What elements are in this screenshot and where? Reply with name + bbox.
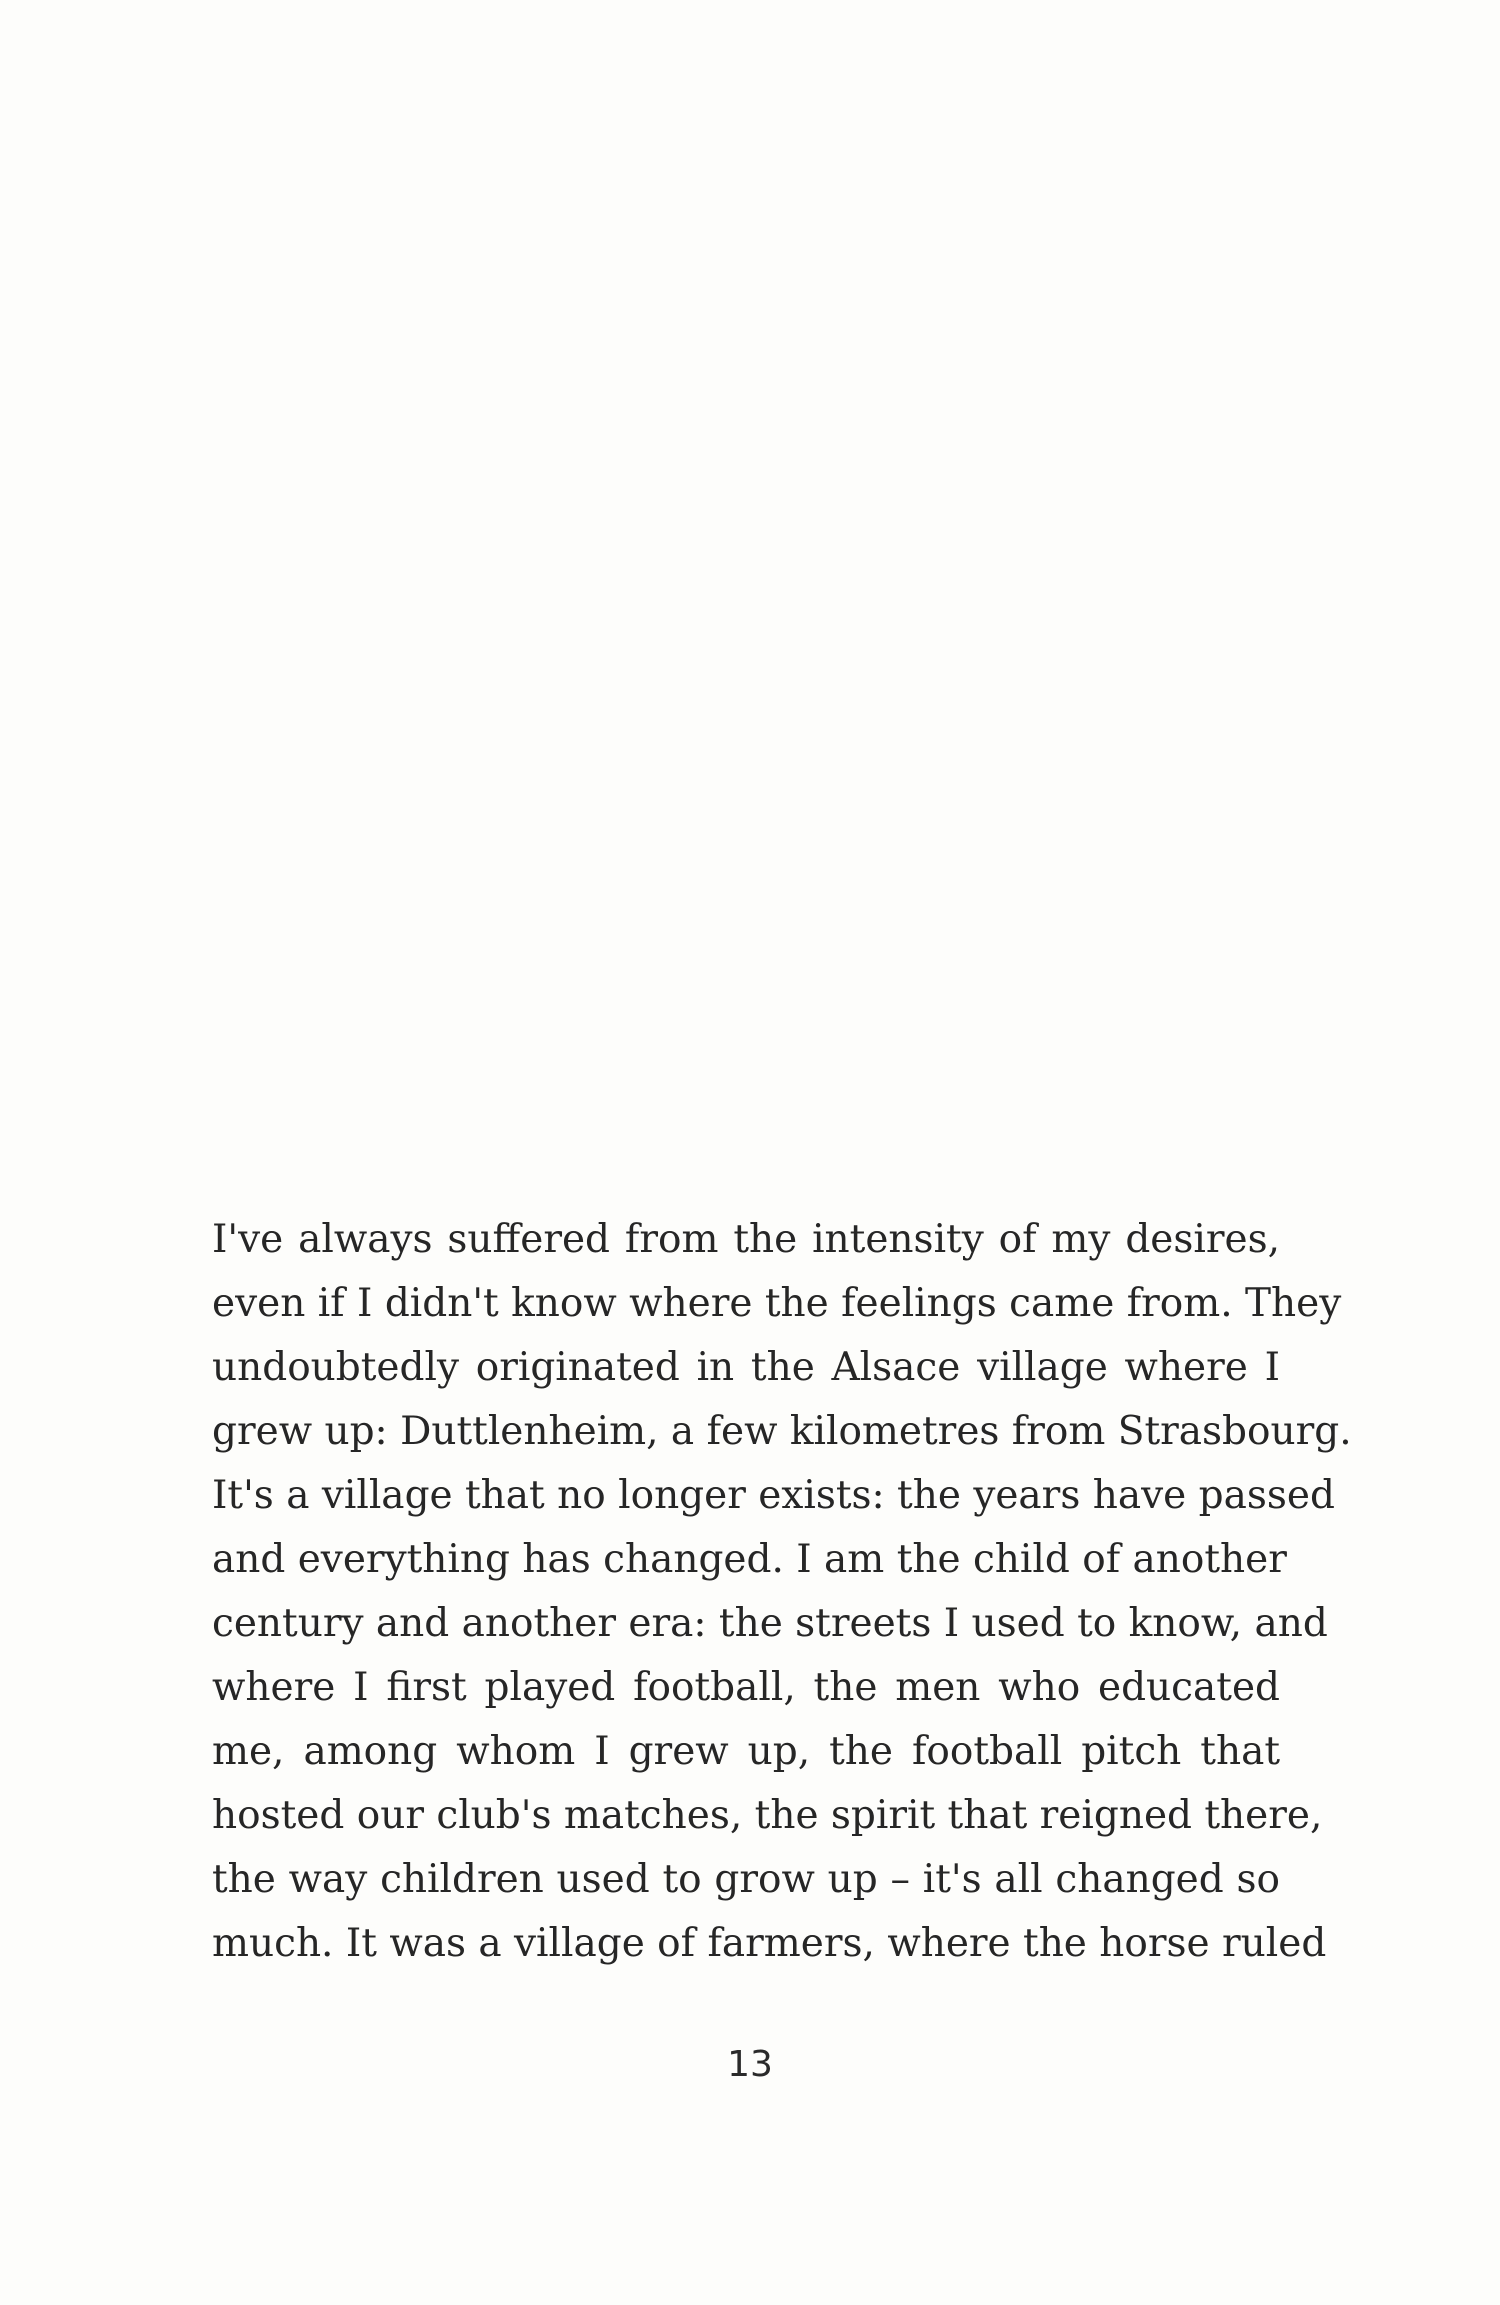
text-line: century and another era: the streets I used to know, and xyxy=(212,1601,1328,1646)
body-paragraph xyxy=(212,1208,1352,1976)
text-line: and everything has changed. I am the child of another xyxy=(212,1537,1287,1582)
text-line: grew up: Duttlenheim, a few kilometres from Strasbourg. xyxy=(212,1409,1352,1454)
text-line: I've always suffered from the intensity of my desires, xyxy=(212,1217,1280,1262)
text-line: the way children used to grow up – it's all changed so xyxy=(212,1857,1280,1902)
text-line: even if I didn't know where the feelings came from. They xyxy=(212,1281,1342,1326)
text-line: me, among whom I grew up, the football pitch that xyxy=(212,1729,1280,1774)
page-number: 13 xyxy=(727,2044,773,2085)
text-line: much. It was a village of farmers, where the horse ruled xyxy=(212,1921,1327,1966)
text-line: It's a village that no longer exists: the years have passed xyxy=(212,1473,1335,1518)
text-line: where I first played football, the men who educated xyxy=(212,1665,1280,1710)
text-line: undoubtedly originated in the Alsace village where I xyxy=(212,1345,1280,1390)
text-line: hosted our club's matches, the spirit that reigned there, xyxy=(212,1793,1323,1838)
